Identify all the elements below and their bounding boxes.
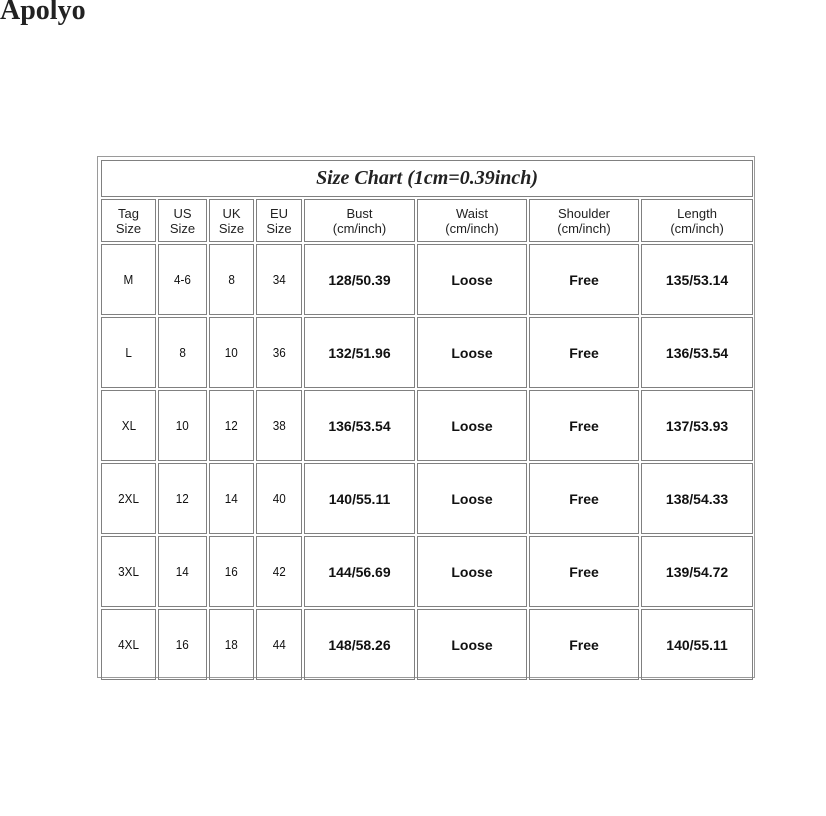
cell-shoulder: [529, 609, 639, 680]
cell-value: XL: [121, 418, 136, 433]
cell-waist: [417, 244, 527, 315]
cell-value: Loose: [451, 271, 493, 288]
cell-value: Free: [569, 344, 599, 361]
cell-bust: [304, 244, 415, 315]
cell-shoulder: [529, 536, 639, 607]
cell-tag-size: [101, 463, 156, 534]
cell-value: 128/50.39: [328, 271, 391, 288]
size-chart-table: [99, 158, 755, 682]
cell-value: M: [123, 272, 134, 287]
cell-value: 40: [272, 491, 286, 506]
cell-shoulder: [529, 317, 639, 388]
header-bust-line-1: Bust: [346, 205, 373, 221]
cell-eu-size: [256, 390, 302, 461]
table-row: [101, 609, 753, 680]
cell-value: 14: [224, 491, 239, 506]
cell-value: 137/53.93: [665, 417, 729, 434]
cell-value: 140/55.11: [666, 636, 728, 653]
header-tag-size: [101, 199, 156, 242]
cell-value: 3XL: [118, 564, 139, 579]
header-tag-size-line-1: Tag: [118, 205, 139, 221]
header-us-size: [158, 199, 207, 242]
table-row: [101, 317, 753, 388]
cell-value: 138/54.33: [665, 490, 729, 507]
cell-shoulder: [529, 244, 639, 315]
cell-value: 4-6: [174, 272, 191, 287]
cell-tag-size: [101, 390, 156, 461]
cell-us-size: [158, 390, 207, 461]
cell-us-size: [158, 244, 207, 315]
cell-us-size: [158, 317, 207, 388]
cell-value: 12: [224, 418, 239, 433]
header-length-line-2: (cm/inch): [670, 220, 724, 236]
cell-value: 132/51.96: [328, 344, 391, 361]
cell-value: 10: [175, 418, 190, 433]
cell-length: [641, 463, 753, 534]
header-eu-size-line-2: Size: [266, 220, 292, 236]
header-waist: [417, 199, 527, 242]
cell-uk-size: [209, 536, 254, 607]
chart-title: Size Chart (1cm=0.39inch): [101, 160, 753, 197]
cell-value: 42: [272, 564, 286, 579]
cell-value: Loose: [451, 490, 493, 507]
header-row: [101, 199, 753, 242]
header-us-size-line-1: US: [173, 205, 192, 221]
cell-eu-size: [256, 317, 302, 388]
cell-value: Loose: [451, 636, 493, 653]
cell-eu-size: [256, 536, 302, 607]
cell-value: 139/54.72: [665, 563, 729, 580]
cell-waist: [417, 609, 527, 680]
cell-uk-size: [209, 463, 254, 534]
cell-us-size: [158, 463, 207, 534]
cell-value: L: [125, 345, 132, 360]
cell-value: 144/56.69: [328, 563, 391, 580]
cell-tag-size: [101, 317, 156, 388]
brand-title: Apolyo: [0, 0, 86, 26]
cell-value: 36: [272, 345, 286, 360]
cell-value: Free: [569, 563, 599, 580]
cell-value: Free: [569, 636, 599, 653]
table-row: [101, 536, 753, 607]
cell-value: 136/53.54: [665, 344, 729, 361]
cell-length: [641, 609, 753, 680]
cell-value: Free: [569, 490, 599, 507]
cell-shoulder: [529, 463, 639, 534]
cell-bust: [304, 317, 415, 388]
cell-value: 44: [272, 637, 286, 652]
cell-value: 12: [175, 491, 190, 506]
cell-value: 16: [175, 637, 190, 652]
cell-eu-size: [256, 609, 302, 680]
table-row: [101, 244, 753, 315]
header-shoulder-line-2: (cm/inch): [557, 220, 611, 236]
cell-value: 135/53.14: [665, 271, 729, 288]
cell-us-size: [158, 609, 207, 680]
header-bust-line-2: (cm/inch): [332, 220, 387, 236]
cell-value: Loose: [451, 417, 493, 434]
cell-value: 148/58.26: [328, 636, 391, 653]
cell-waist: [417, 390, 527, 461]
cell-value: Loose: [451, 344, 493, 361]
cell-bust: [304, 609, 415, 680]
header-eu-size: [256, 199, 302, 242]
cell-value: 4XL: [118, 637, 139, 652]
header-bust: [304, 199, 415, 242]
header-uk-size-line-2: Size: [218, 220, 245, 236]
cell-value: Loose: [451, 563, 493, 580]
cell-eu-size: [256, 463, 302, 534]
cell-shoulder: [529, 390, 639, 461]
cell-uk-size: [209, 317, 254, 388]
cell-length: [641, 244, 753, 315]
cell-eu-size: [256, 244, 302, 315]
cell-uk-size: [209, 609, 254, 680]
cell-value: Free: [569, 417, 599, 434]
cell-bust: [304, 390, 415, 461]
cell-length: [641, 390, 753, 461]
cell-value: 140/55.11: [328, 490, 391, 507]
table-row: [101, 390, 753, 461]
cell-value: 16: [224, 564, 239, 579]
header-length: [641, 199, 753, 242]
header-eu-size-line-1: EU: [269, 205, 289, 221]
cell-value: 14: [175, 564, 190, 579]
header-tag-size-line-2: Size: [115, 220, 142, 236]
header-shoulder-line-1: Shoulder: [557, 205, 611, 221]
size-chart: [97, 156, 755, 678]
cell-value: Free: [569, 271, 599, 288]
header-waist-line-2: (cm/inch): [445, 220, 499, 236]
cell-uk-size: [209, 244, 254, 315]
header-length-line-1: Length: [677, 205, 717, 221]
cell-length: [641, 536, 753, 607]
cell-length: [641, 317, 753, 388]
header-shoulder: [529, 199, 639, 242]
cell-tag-size: [101, 536, 156, 607]
cell-value: 18: [224, 637, 239, 652]
cell-value: 136/53.54: [328, 417, 391, 434]
cell-uk-size: [209, 390, 254, 461]
cell-value: 2XL: [118, 491, 139, 506]
table-row: [101, 463, 753, 534]
cell-tag-size: [101, 609, 156, 680]
cell-us-size: [158, 536, 207, 607]
header-uk-size-line-1: UK: [222, 205, 241, 221]
cell-value: 10: [224, 345, 239, 360]
header-waist-line-1: Waist: [455, 205, 489, 221]
header-uk-size: [209, 199, 254, 242]
cell-waist: [417, 463, 527, 534]
cell-value: 38: [272, 418, 286, 433]
cell-value: 34: [272, 272, 286, 287]
cell-tag-size: [101, 244, 156, 315]
cell-value: 8: [179, 345, 186, 360]
cell-waist: [417, 317, 527, 388]
cell-value: 8: [228, 272, 235, 287]
cell-bust: [304, 536, 415, 607]
cell-bust: [304, 463, 415, 534]
header-us-size-line-2: Size: [169, 220, 196, 236]
cell-waist: [417, 536, 527, 607]
